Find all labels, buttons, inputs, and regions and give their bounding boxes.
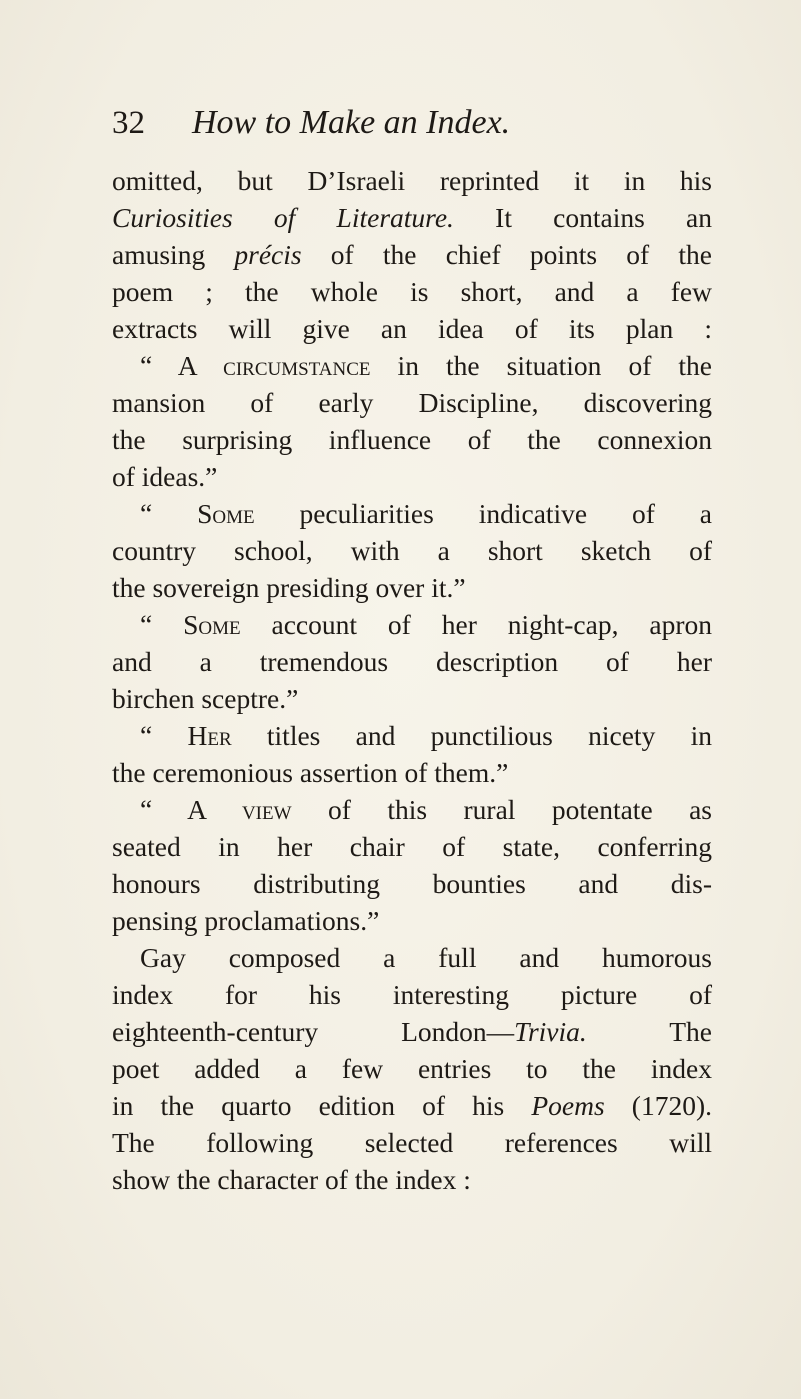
text-run: mansion of early Discipline, discovering bbox=[112, 387, 712, 418]
text-line bbox=[112, 902, 712, 939]
text-run: “ bbox=[140, 609, 184, 640]
text-run: “ A bbox=[140, 794, 242, 825]
body-text bbox=[112, 162, 712, 1198]
text-line bbox=[112, 606, 712, 643]
text-line bbox=[112, 939, 712, 976]
text-line bbox=[112, 421, 712, 458]
text-run: birchen sceptre.” bbox=[112, 683, 299, 714]
text-line bbox=[112, 717, 712, 754]
text-run: country school, with a short sketch of bbox=[112, 535, 712, 566]
text-line bbox=[112, 1124, 712, 1161]
text-run: Gay composed a full and humorous bbox=[140, 942, 712, 973]
text-line bbox=[112, 495, 712, 532]
text-run: account of her night-cap, apron bbox=[240, 609, 712, 640]
text-run: seated in her chair of state, conferring bbox=[112, 831, 712, 862]
text-run: of the chief points of the bbox=[301, 239, 712, 270]
text-run: honours distributing bounties and dis- bbox=[112, 868, 712, 899]
text-line bbox=[112, 273, 712, 310]
running-title: How to Make an Index. bbox=[192, 104, 511, 141]
text-run: pensing proclamations.” bbox=[112, 905, 380, 936]
page-number: 32 bbox=[112, 105, 145, 141]
page-header bbox=[112, 98, 712, 148]
text-line bbox=[112, 532, 712, 569]
text-line bbox=[112, 1161, 712, 1198]
text-run: Some bbox=[197, 498, 255, 529]
text-run: précis bbox=[234, 239, 302, 270]
text-run: of ideas.” bbox=[112, 461, 218, 492]
text-run: It contains an bbox=[453, 202, 712, 233]
text-run: index for his interesting picture of bbox=[112, 979, 712, 1010]
text-line bbox=[112, 1013, 712, 1050]
text-line bbox=[112, 680, 712, 717]
text-line bbox=[112, 791, 712, 828]
text-run: Some bbox=[183, 609, 241, 640]
text-line bbox=[112, 162, 712, 199]
text-run: view bbox=[241, 794, 292, 825]
text-run: of this rural potentate as bbox=[291, 794, 713, 825]
text-run: poet added a few entries to the index bbox=[112, 1053, 712, 1084]
text-line bbox=[112, 828, 712, 865]
text-run: “ bbox=[140, 720, 188, 751]
text-line bbox=[112, 569, 712, 606]
text-run: “ A bbox=[140, 350, 224, 381]
text-line bbox=[112, 347, 712, 384]
text-run: Curiosities of Literature. bbox=[112, 202, 454, 233]
text-run: extracts will give an idea of its plan : bbox=[112, 313, 712, 344]
text-line bbox=[112, 865, 712, 902]
text-line bbox=[112, 1087, 712, 1124]
text-line bbox=[112, 458, 712, 495]
text-run: eighteenth-century London— bbox=[112, 1016, 515, 1047]
text-run: omitted, but D’Israeli reprinted it in his bbox=[112, 165, 712, 196]
text-line bbox=[112, 199, 712, 236]
text-run: amusing bbox=[112, 239, 235, 270]
text-run: “ bbox=[140, 498, 198, 529]
text-run: the surprising influence of the connexion bbox=[112, 424, 712, 455]
text-run: the ceremonious assertion of them.” bbox=[112, 757, 509, 788]
text-line bbox=[112, 643, 712, 680]
text-run: in the quarto edition of his bbox=[112, 1090, 532, 1121]
text-line bbox=[112, 976, 712, 1013]
text-run: Poems bbox=[531, 1090, 605, 1121]
text-run: titles and punctilious nicety in bbox=[231, 720, 712, 751]
text-run: (1720). bbox=[604, 1090, 712, 1121]
text-run: show the character of the index : bbox=[112, 1164, 471, 1195]
text-line bbox=[112, 754, 712, 791]
text-line bbox=[112, 310, 712, 347]
text-line bbox=[112, 1050, 712, 1087]
text-run: and a tremendous description of her bbox=[112, 646, 712, 677]
text-run: circumstance bbox=[223, 350, 371, 381]
text-run: peculiarities indicative of a bbox=[254, 498, 712, 529]
text-line bbox=[112, 236, 712, 273]
text-run: The following selected references will bbox=[112, 1127, 712, 1158]
text-run: the sovereign presiding over it.” bbox=[112, 572, 466, 603]
text-run: Her bbox=[187, 720, 232, 751]
text-run: Trivia. bbox=[514, 1016, 587, 1047]
text-line bbox=[112, 384, 712, 421]
text-run: poem ; the whole is short, and a few bbox=[112, 276, 712, 307]
text-run: The bbox=[586, 1016, 712, 1047]
text-run: in the situation of the bbox=[370, 350, 712, 381]
